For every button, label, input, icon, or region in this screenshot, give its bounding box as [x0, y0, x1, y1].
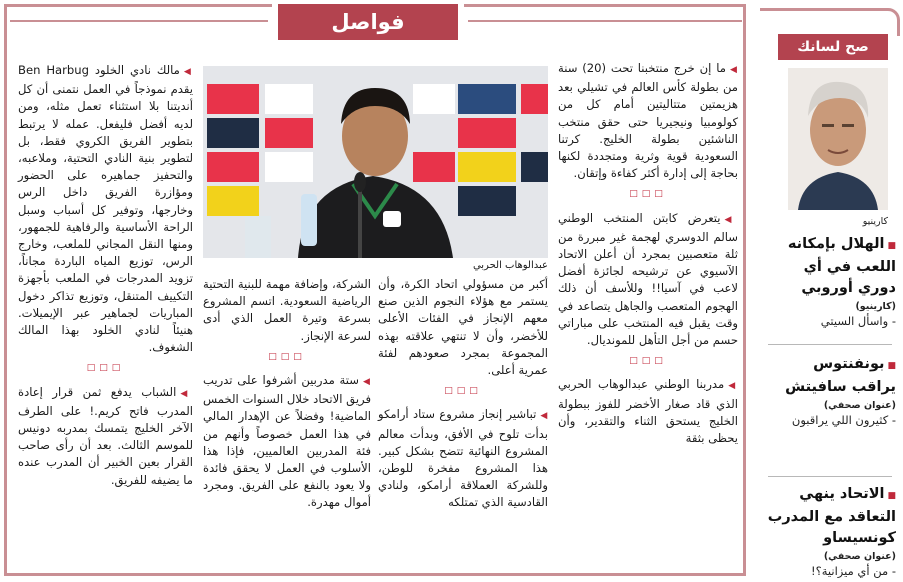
- divider: [768, 476, 892, 477]
- bullet-arrow-icon: ◀: [362, 377, 371, 388]
- column-right: [558, 60, 738, 447]
- sidebar-title: صح لسانك: [778, 34, 888, 60]
- portrait-image: [788, 68, 888, 210]
- sidebar-source: (عنوان صحفي): [823, 551, 896, 562]
- separator: □□□: [629, 356, 667, 367]
- paragraph: ◀ما إن خرج منتخبنا تحت (20) سنة من بطولة كأس العالم في تشيلي بعد هزيمتين متتاليتين أمام كل من كولومبيا ونيجيريا حتى حقق منتخب الناشئين بطولة الخليج. كرتنا السعودية قوية وثرية ومتجددة لكنها بحاجة إلى إدارة أكثر كفاءة وإتقان.: [558, 61, 738, 181]
- sidebar-comment: - من أي ميزانية؟!: [811, 564, 896, 578]
- bullet-square-icon: ■: [887, 361, 896, 371]
- separator: □□□: [86, 363, 125, 374]
- sidebar-headline: ■الهلال بإمكانه اللعب في أي دوري أوروبي: [787, 236, 896, 296]
- bullet-arrow-icon: ◀: [728, 381, 739, 392]
- paragraph: أكبر من مسؤولي اتحاد الكرة، وأن يستمر مع هؤلاء النجوم الذين صنع معهم الإنجاز في الفئات الأعلى للأخضر، وأن لا تنتهي علاقته بهذه المجموعة بمجرد صعودهم لفئة عمرية أعلى.: [378, 277, 548, 378]
- paragraph: الشركة، وإضافة مهمة للبنية التحتية الرياضية السعودية. اتسم المشروع بسرعة وتيرة العمل الذي أدى لسرعة الإنجاز.: [203, 277, 371, 343]
- bullet-square-icon: ■: [887, 491, 896, 501]
- sidebar-headline: ■بونفنتوس يراقب سافيتش: [785, 356, 896, 395]
- sidebar-item: [764, 234, 896, 330]
- sidebar-photo: [788, 68, 888, 210]
- press-conference-image: [203, 66, 548, 258]
- separator: □□□: [444, 386, 482, 397]
- paragraph: ◀الشباب يدفع ثمن قرار إعادة المدرب فاتح كريم.! على الطرف الآخر الخليج يتمسك بمدربه دونيس للموسم الثالث. بعد أن رأى صاحب القرار بعين الخبير أن المدرب عنده ما يضيفه للفريق.: [18, 384, 194, 487]
- section-title: فواصل: [272, 4, 464, 40]
- column-middle-right: [378, 276, 548, 512]
- header-rule-right: [468, 20, 742, 22]
- coach-photo: [203, 66, 548, 258]
- sidebar-item: [764, 354, 896, 429]
- sidebar-photo-caption: كارينيو: [862, 216, 888, 227]
- photo-caption: عبدالوهاب الحربي: [472, 260, 548, 271]
- bullet-arrow-icon: ◀: [183, 67, 194, 77]
- sidebar-comment: - واسأل السيتي: [820, 314, 896, 328]
- bullet-arrow-icon: ◀: [540, 411, 548, 422]
- separator: □□□: [629, 189, 667, 200]
- paragraph: ◀ستة مدربين أشرفوا على تدريب فريق الاتحاد خلال السنوات الخمس الماضية! وفضلاً عن الإهدار المالي في هذا العمل خصوصاً وأنهم من فئة المدربين العالميين، فإذا هذا الأسلوب في العمل لا يحقق فائدة ولا يعود بالنفع على الفريق. ومجرد أموال مهدرة.: [203, 373, 371, 510]
- bullet-arrow-icon: ◀: [180, 388, 194, 399]
- sidebar-headline: ■الاتحاد ينهي التعاقد مع المدرب كونسيساو: [767, 486, 896, 546]
- separator: □□□: [268, 351, 306, 362]
- column-middle-left: [203, 276, 371, 512]
- sidebar-source: (كارينيو): [855, 301, 896, 312]
- bullet-square-icon: ■: [887, 241, 896, 251]
- sidebar: [760, 8, 900, 578]
- paragraph: ◀تباشير إنجاز مشروع ستاد أرامكو بدأت تلوح في الأفق، وبدأت معالم المشروع النهائية تتضح بشكل كبير. هذا المشروع مفخرة للوطن، وللشركة العملاقة أرامكو، ولنادي القادسية الذي تمتلكه: [378, 407, 548, 510]
- bullet-arrow-icon: ◀: [724, 214, 738, 225]
- sidebar-frame: [760, 8, 900, 36]
- sidebar-item: [764, 484, 896, 580]
- paragraph: ◀مدربنا الوطني عبدالوهاب الحربي الذي قاد صغار الأخضر للفوز ببطولة الخليج يستحق الثناء والتقدير، وأن يحظى بثقة: [558, 377, 739, 446]
- bullet-arrow-icon: ◀: [729, 65, 738, 75]
- paragraph: ◀مالك نادي الخلود Ben Harbug يقدم نموذجاً في العمل نتمنى أن كل أنديتنا بلا استثناء تعمل مثله، ومن لديه أفضل فليفعل. عمله لا يرتبط بتطوير الفريق الكروي فقط، بل لتطوير بنية النادي التحتية، وملاعبه، والتحفيز جماهيره على الحضور ومؤازرة الفريق داخل الرس وخارجها، وتوفير كل أسباب وسبل الراحة الأساسية والرفاهية للجمهور، ومنها النقل المجاني للملعب، وخارج الرس، توزيع المياه الباردة مجاناً، تزويد المدرجات في الملعب بأجهزة التكييف المتنقل، وتوزيع تذاكر دخول المباريات لجماهير عبر الإيميلات. هنيئاً لنادي الخلود بهذا المالك الشغوف.: [18, 63, 194, 355]
- divider: [768, 344, 892, 345]
- column-left: [18, 62, 193, 489]
- paragraph: ◀يتعرض كابتن المنتخب الوطني سالم الدوسري لهجمة غير مبررة من ثلة متعصبين بمجرد أن أعلن الاتحاد الآسيوي عن ترشيحه لجائزة أفضل لاعب في آسيا!! وللأسف أن ذلك الهجوم المتعصب والجاهل يتصاعد في وقت يقبل فيه المنتخب على مباراتي حسم من أجل التأهل للمونديال.: [558, 210, 738, 348]
- sidebar-comment: - كثيرون اللي يراقبون: [791, 413, 896, 427]
- sidebar-source: (عنوان صحفي): [823, 400, 896, 411]
- header-rule-left: [10, 20, 268, 22]
